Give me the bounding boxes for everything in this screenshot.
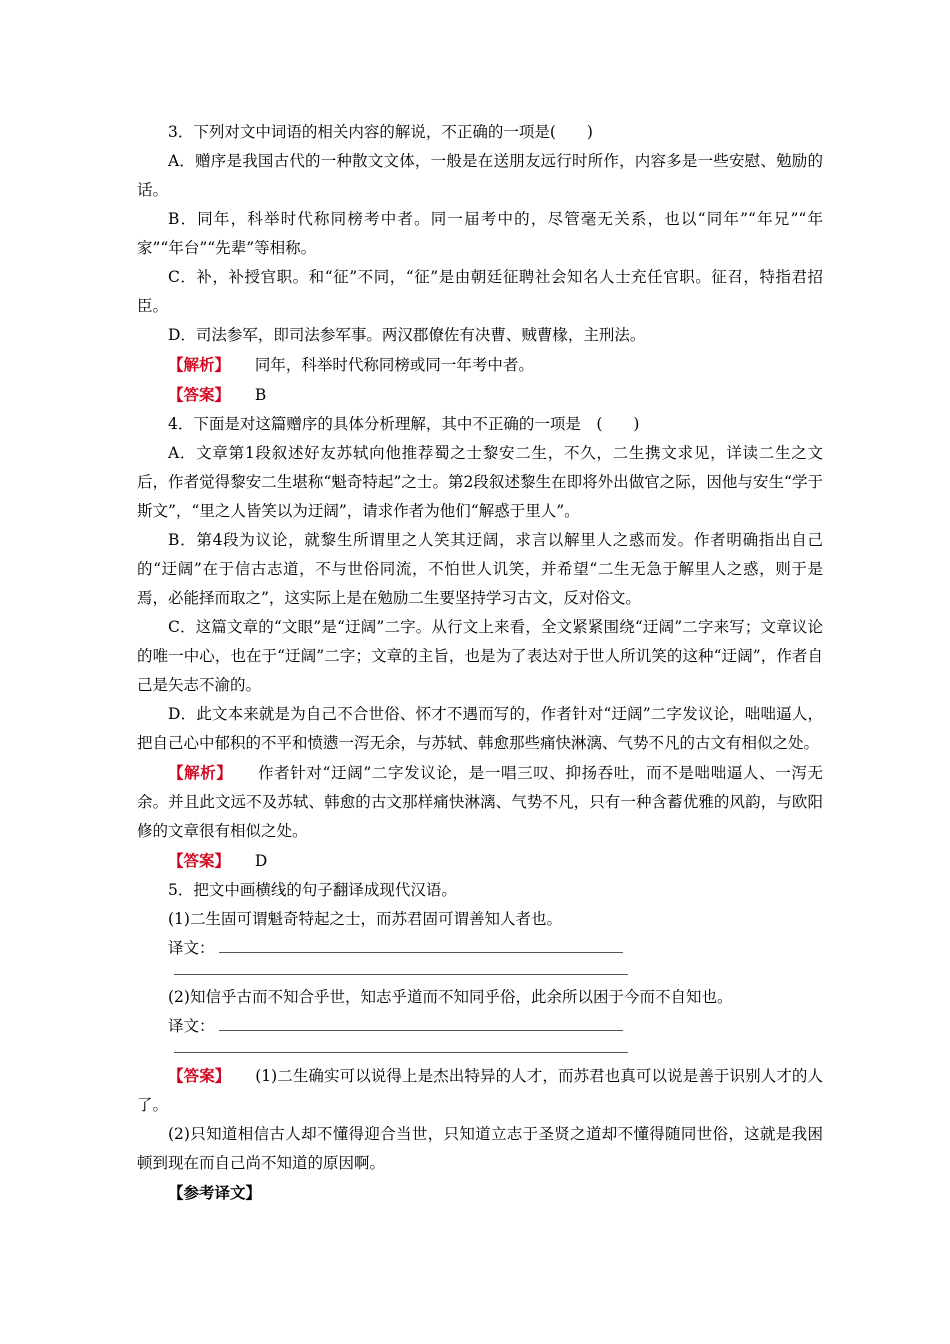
q4-option-a: A．文章第1段叙述好友苏轼向他推荐蜀之士黎安二生，不久，二生携文求见，详读二生之文后，作者觉得黎安二生堪称“魁奇特起”之士。第2段叙述黎生在即将外出做官之际，因他与安生“学于斯文”，“里之人皆笑以为迂阔”，请求作者为他们“解惑于里人”。 bbox=[137, 444, 823, 520]
q5-answer-1 bbox=[137, 1061, 823, 1120]
q5-sentence-2: (2)知信乎古而不知合乎世，知志乎道而不知同乎俗，此余所以困于今而不自知也。 bbox=[168, 988, 733, 1006]
q5-answer-1-text: (1)二生确实可以说得上是杰出特异的人才，而苏君也真可以说是善于识别人才的人了。 bbox=[137, 1067, 823, 1114]
q3-answer bbox=[137, 380, 823, 410]
answer-blank-line[interactable] bbox=[174, 973, 628, 975]
answer-blank-line[interactable] bbox=[219, 1029, 623, 1031]
q4-option-d: D．此文本来就是为自己不合世俗、怀才不遇而写的，作者针对“迂阔”二字发议论，咄咄逼人，把自己心中郁积的不平和愤懑一泻无余，与苏轼、韩愈那些痛快淋漓、气势不凡的古文有相似之处。 bbox=[137, 705, 823, 752]
q5-translation-1 bbox=[137, 934, 823, 963]
q4-analysis-text: 作者针对“迂阔”二字发议论，是一唱三叹、抑扬吞吐，而不是咄咄逼人、一泻无余。并且此文远不及苏轼、韩愈的古文那样痛快淋漓、气势不凡，只有一种含蓄优雅的风韵，与欧阳修的文章很有相似之处。 bbox=[137, 764, 823, 840]
q3-option-b: B．同年，科举时代称同榜考中者。同一届考中的，尽管毫无关系，也以“同年”“年兄”“年家”“年台”“先辈”等相称。 bbox=[137, 210, 823, 257]
q3-analysis-text: 同年，科举时代称同榜或同一年考中者。 bbox=[254, 356, 534, 374]
q5-stem: 5．把文中画横线的句子翻译成现代汉语。 bbox=[168, 881, 457, 899]
q3-analysis bbox=[137, 350, 823, 380]
q4-option-c: C．这篇文章的“文眼”是“迂阔”二字。从行文上来看，全文紧紧围绕“迂阔”二字来写；文章议论的唯一中心，也在于“迂阔”二字；文章的主旨，也是为了表达对于世人所讥笑的这种“迂阔”，作者自己是矢志不渝的。 bbox=[137, 618, 823, 694]
reference-translation-heading: 【参考译文】 bbox=[168, 1183, 262, 1202]
yiwen-label: 译文： bbox=[168, 939, 215, 957]
yiwen-label: 译文： bbox=[168, 1017, 215, 1035]
q4-analysis bbox=[137, 758, 823, 846]
answer-tag: 【答案】 bbox=[168, 1066, 231, 1085]
q4-answer bbox=[137, 846, 823, 876]
q3-option-a: A．赠序是我国古代的一种散文文体，一般是在送朋友远行时所作，内容多是一些安慰、勉励的话。 bbox=[137, 152, 823, 199]
answer-tag: 【答案】 bbox=[168, 385, 231, 404]
q3-option-c: C．补，补授官职。和“征”不同，“征”是由朝廷征聘社会知名人士充任官职。征召，特指君招臣。 bbox=[137, 268, 823, 315]
analysis-tag: 【解析】 bbox=[168, 355, 231, 374]
answer-blank-line[interactable] bbox=[174, 1051, 628, 1053]
q5-sentence-1: (1)二生固可谓魁奇特起之士，而苏君固可谓善知人者也。 bbox=[168, 910, 562, 928]
q5-answer-2: (2)只知道相信古人却不懂得迎合当世，只知道立志于圣贤之道却不懂得随同世俗，这就是我困顿到现在而自己尚不知道的原因啊。 bbox=[137, 1125, 823, 1172]
answer-tag: 【答案】 bbox=[168, 851, 231, 870]
q3-stem: 3．下列对文中词语的相关内容的解说，不正确的一项是( ) bbox=[168, 123, 593, 141]
analysis-tag: 【解析】 bbox=[168, 763, 233, 782]
q3-answer-text: B bbox=[254, 386, 267, 404]
q4-option-b: B．第4段为议论，就黎生所谓里之人笑其迂阔，求言以解里人之惑而发。作者明确指出自己的“迂阔”在于信古志道，不与世俗同流，不怕世人讥笑，并希望“二生无急于解里人之惑，则于是焉，必能择而取之”，这实际上是在勉励二生要坚持学习古文，反对俗文。 bbox=[137, 531, 823, 607]
answer-blank-line[interactable] bbox=[219, 951, 623, 953]
q4-stem: 4．下面是对这篇赠序的具体分析理解，其中不正确的一项是 ( ) bbox=[168, 415, 640, 433]
document-page bbox=[137, 118, 823, 1207]
q4-answer-text: D bbox=[254, 852, 268, 870]
q5-translation-2 bbox=[137, 1012, 823, 1041]
q3-option-d: D．司法参军，即司法参军事。两汉郡僚佐有决曹、贼曹椽，主刑法。 bbox=[168, 326, 646, 344]
